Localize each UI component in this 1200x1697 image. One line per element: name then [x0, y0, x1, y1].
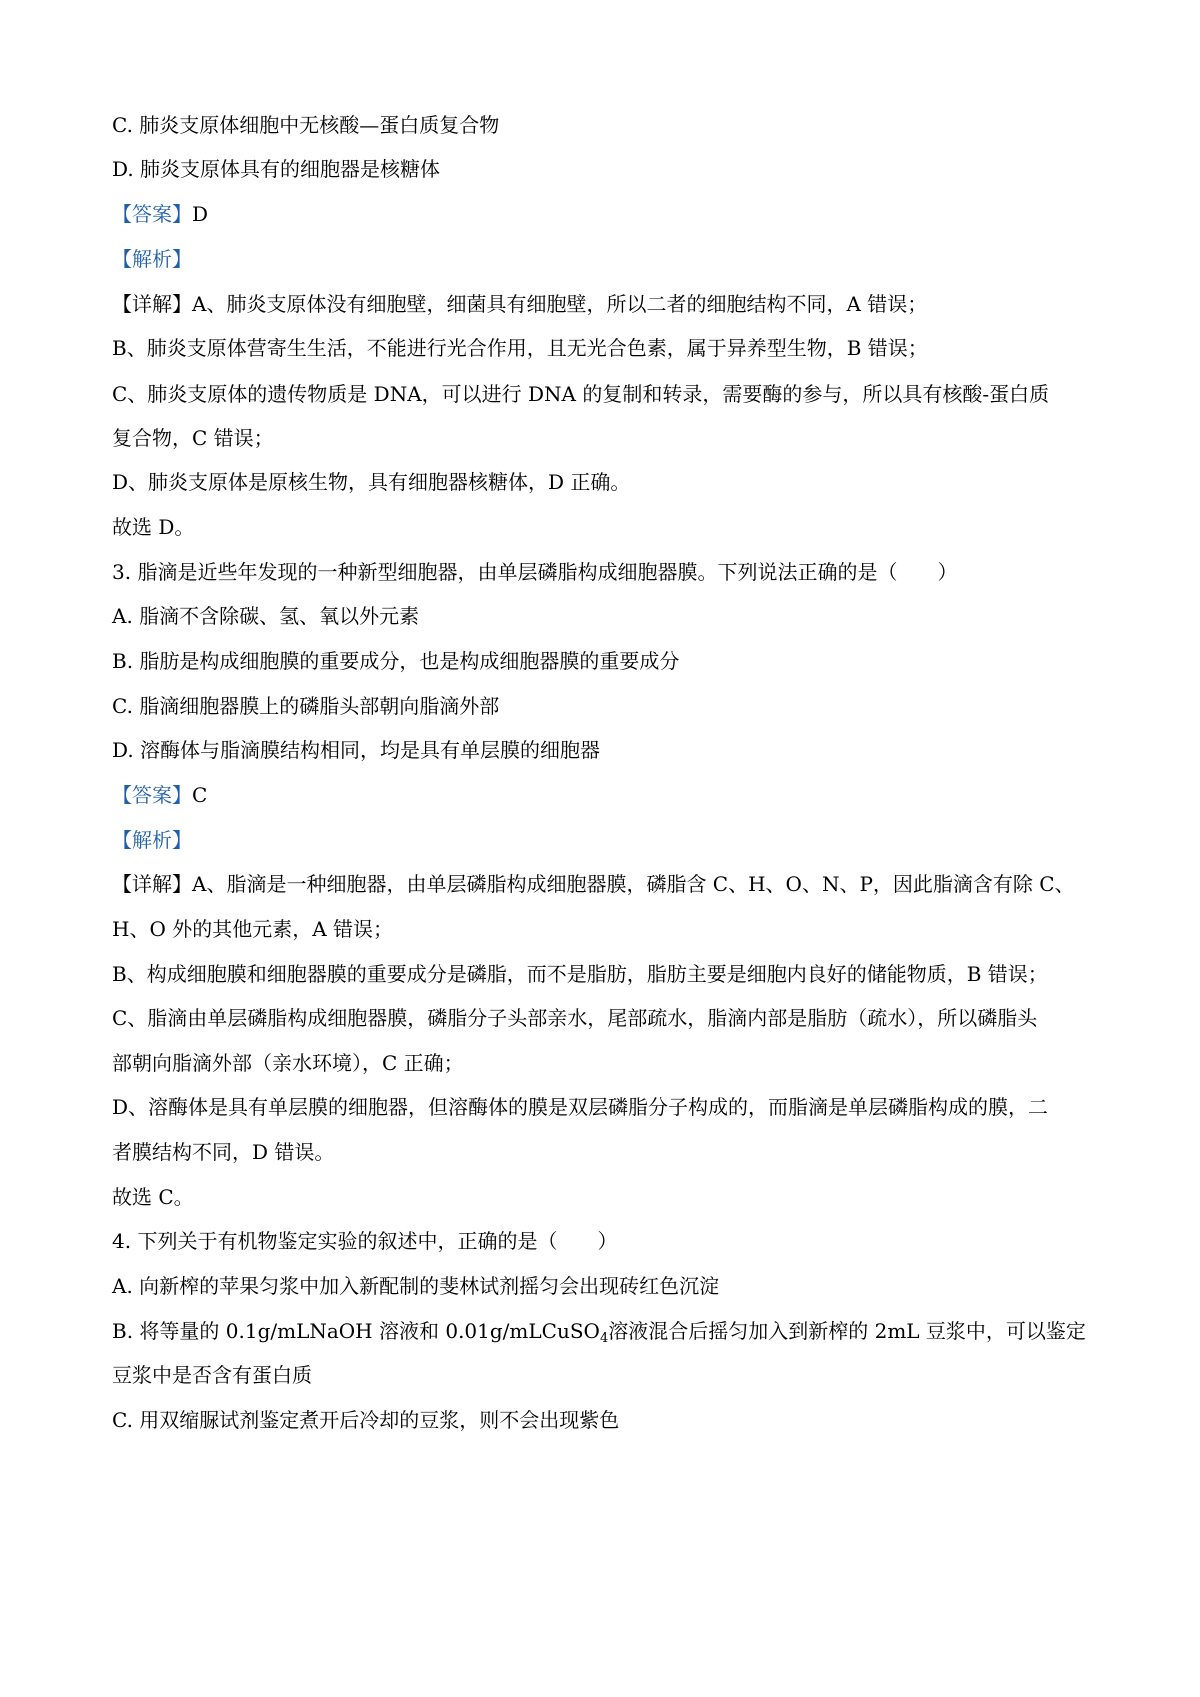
- answer-value: C: [192, 783, 208, 807]
- q3-conclusion: 故选 C。: [112, 1185, 194, 1209]
- detail-text: A、脂滴是一种细胞器，由单层磷脂构成细胞器膜，磷脂含 C、H、O、N、P，因此脂滴含有除 C、: [192, 872, 1075, 896]
- q4-option-b-line2: 豆浆中是否含有蛋白质: [112, 1363, 312, 1387]
- detail-tag: 【详解】: [112, 872, 192, 896]
- detail-text: A、肺炎支原体没有细胞壁，细菌具有细胞壁，所以二者的细胞结构不同，A 错误；: [192, 292, 928, 316]
- q3-detail-1b: H、O 外的其他元素，A 错误；: [112, 917, 393, 941]
- q3-analysis-tag: 【解析】: [112, 828, 192, 852]
- q4-stem: 4. 下列关于有机物鉴定实验的叙述中，正确的是（ ）: [112, 1229, 618, 1253]
- detail-tag: 【详解】: [112, 292, 192, 316]
- option-b-text: B. 将等量的 0.1g/mLNaOH 溶液和 0.01g/mLCuSO: [112, 1319, 600, 1343]
- q2-detail-3b: 复合物，C 错误；: [112, 426, 274, 450]
- subscript: 4: [599, 1331, 609, 1346]
- q3-detail-3a: C、脂滴由单层磷脂构成细胞器膜，磷脂分子头部亲水，尾部疏水，脂滴内部是脂肪（疏水），所以磷脂头: [112, 1006, 1038, 1030]
- q4-option-b-line1: [112, 1321, 1086, 1345]
- q3-stem: 3. 脂滴是近些年发现的一种新型细胞器，由单层磷脂构成细胞器膜。下列说法正确的是（ ）: [112, 560, 958, 584]
- q4-option-a: A. 向新榨的苹果匀浆中加入新配制的斐林试剂摇匀会出现砖红色沉淀: [112, 1274, 720, 1298]
- answer-tag: 【答案】: [112, 202, 192, 226]
- q2-option-d: D. 肺炎支原体具有的细胞器是核糖体: [112, 157, 441, 181]
- q2-detail-3a: C、肺炎支原体的遗传物质是 DNA，可以进行 DNA 的复制和转录，需要酶的参与，所以具有核酸-蛋白质: [112, 382, 1050, 406]
- q3-option-a: A. 脂滴不含除碳、氢、氧以外元素: [112, 604, 420, 628]
- q3-answer: [112, 785, 207, 805]
- q3-detail-1a: [112, 874, 1075, 894]
- q4-option-c: C. 用双缩脲试剂鉴定煮开后冷却的豆浆，则不会出现紫色: [112, 1408, 620, 1432]
- q3-option-c: C. 脂滴细胞器膜上的磷脂头部朝向脂滴外部: [112, 694, 500, 718]
- q2-answer: [112, 204, 208, 224]
- q2-conclusion: 故选 D。: [112, 515, 195, 539]
- q3-detail-4b: 者膜结构不同，D 错误。: [112, 1140, 335, 1164]
- q3-detail-2: B、构成细胞膜和细胞器膜的重要成分是磷脂，而不是脂肪，脂肪主要是细胞内良好的储能物质，B 错误；: [112, 962, 1048, 986]
- answer-tag: 【答案】: [112, 783, 192, 807]
- option-b-text-cont: 溶液混合后摇匀加入到新榨的 2mL 豆浆中，可以鉴定: [608, 1319, 1086, 1343]
- q2-option-c: C. 肺炎支原体细胞中无核酸—蛋白质复合物: [112, 113, 500, 137]
- q3-detail-3b: 部朝向脂滴外部（亲水环境），C 正确；: [112, 1051, 464, 1075]
- q2-analysis-tag: 【解析】: [112, 247, 192, 271]
- q3-option-b: B. 脂肪是构成细胞膜的重要成分，也是构成细胞器膜的重要成分: [112, 649, 680, 673]
- q3-detail-4a: D、溶酶体是具有单层膜的细胞器，但溶酶体的膜是双层磷脂分子构成的，而脂滴是单层磷脂构成的膜，二: [112, 1095, 1049, 1119]
- q2-detail-4: D、肺炎支原体是原核生物，具有细胞器核糖体，D 正确。: [112, 470, 631, 494]
- answer-value: D: [192, 202, 209, 226]
- q3-option-d: D. 溶酶体与脂滴膜结构相同，均是具有单层膜的细胞器: [112, 738, 601, 762]
- q2-detail-1: [112, 294, 927, 314]
- q2-detail-2: B、肺炎支原体营寄生生活，不能进行光合作用，且无光合色素，属于异养型生物，B 错误；: [112, 336, 928, 360]
